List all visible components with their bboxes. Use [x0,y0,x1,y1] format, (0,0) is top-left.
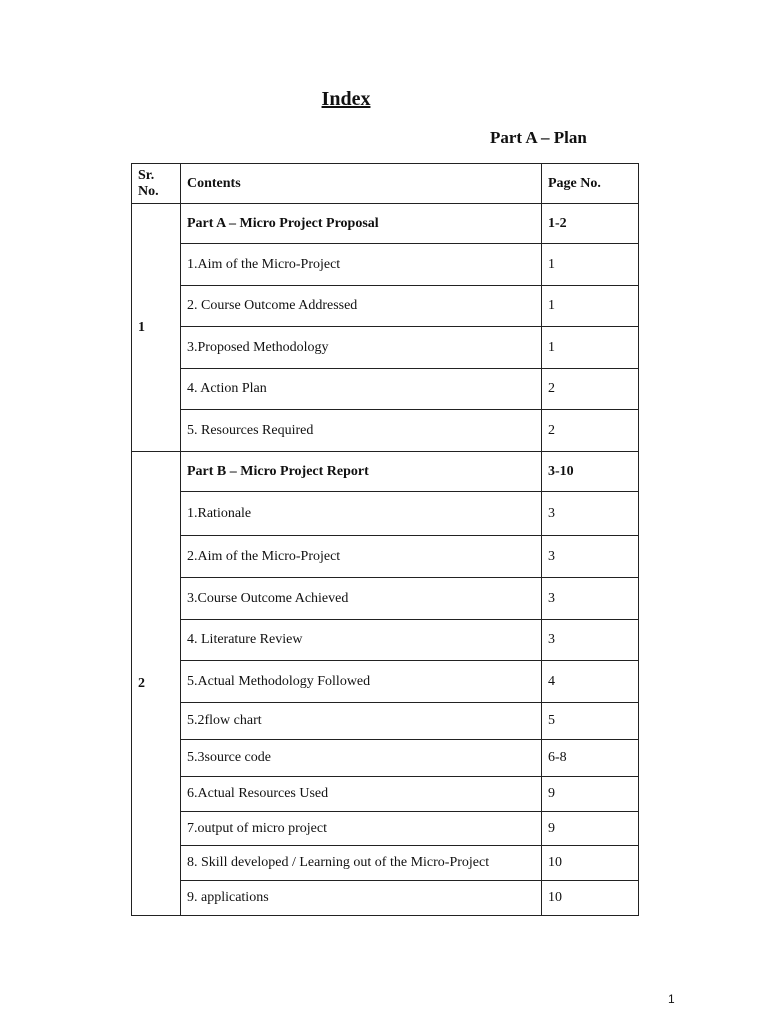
contents-cell: 6.Actual Resources Used [181,777,542,812]
table-row [132,703,639,740]
page-number: 1 [668,992,675,1006]
contents-cell: 5.3source code [181,740,542,777]
page-cell: 3 [542,492,639,536]
contents-cell: 2.Aim of the Micro-Project [181,536,542,578]
page-cell: 3 [542,536,639,578]
index-table [131,163,639,916]
table-row [132,410,639,452]
contents-cell: 5. Resources Required [181,410,542,452]
contents-cell: 4. Action Plan [181,369,542,410]
table-row [132,286,639,327]
page-title: Index [321,88,371,110]
page-cell: 10 [542,846,639,881]
page-cell: 1 [542,327,639,369]
part-heading-row [132,204,639,244]
table-row [132,327,639,369]
contents-cell: 5.2flow chart [181,703,542,740]
page-cell: 10 [542,881,639,916]
page-cell: 6-8 [542,740,639,777]
contents-cell: 4. Literature Review [181,620,542,661]
serial-number-cell: 1 [132,204,181,452]
page-cell: 9 [542,777,639,812]
page-cell: 5 [542,703,639,740]
page-cell: 1 [542,244,639,286]
contents-cell: 2. Course Outcome Addressed [181,286,542,327]
table-row [132,661,639,703]
contents-cell: Part B – Micro Project Report [181,452,542,492]
page-cell: 1-2 [542,204,639,244]
page-cell: 2 [542,410,639,452]
page-cell: 4 [542,661,639,703]
table-row [132,369,639,410]
contents-cell: 1.Aim of the Micro-Project [181,244,542,286]
page-cell: 1 [542,286,639,327]
page-cell: 3-10 [542,452,639,492]
contents-cell: 1.Rationale [181,492,542,536]
serial-number-cell: 2 [132,452,181,916]
table-row [132,846,639,881]
table-row [132,536,639,578]
contents-cell: 5.Actual Methodology Followed [181,661,542,703]
page-cell: 3 [542,620,639,661]
table-row [132,578,639,620]
table-row [132,244,639,286]
header-page-no: Page No. [542,164,639,204]
table-row [132,812,639,846]
contents-cell: 3.Course Outcome Achieved [181,578,542,620]
table-row [132,492,639,536]
header-sr-no [132,164,181,204]
table-row [132,777,639,812]
page-cell: 9 [542,812,639,846]
table-row [132,881,639,916]
table-row [132,740,639,777]
header-sr-line1: Sr. [138,167,155,183]
contents-cell: Part A – Micro Project Proposal [181,204,542,244]
contents-cell: 3.Proposed Methodology [181,327,542,369]
contents-cell: 8. Skill developed / Learning out of the Micro-Project [181,846,542,881]
header-sr-line2: No. [138,183,159,199]
part-heading-row [132,452,639,492]
header-contents: Contents [181,164,542,204]
page-cell: 3 [542,578,639,620]
table-row [132,620,639,661]
section-subtitle: Part A – Plan [490,128,587,147]
contents-cell: 9. applications [181,881,542,916]
page-cell: 2 [542,369,639,410]
table-header-row [132,164,639,204]
contents-cell: 7.output of micro project [181,812,542,846]
